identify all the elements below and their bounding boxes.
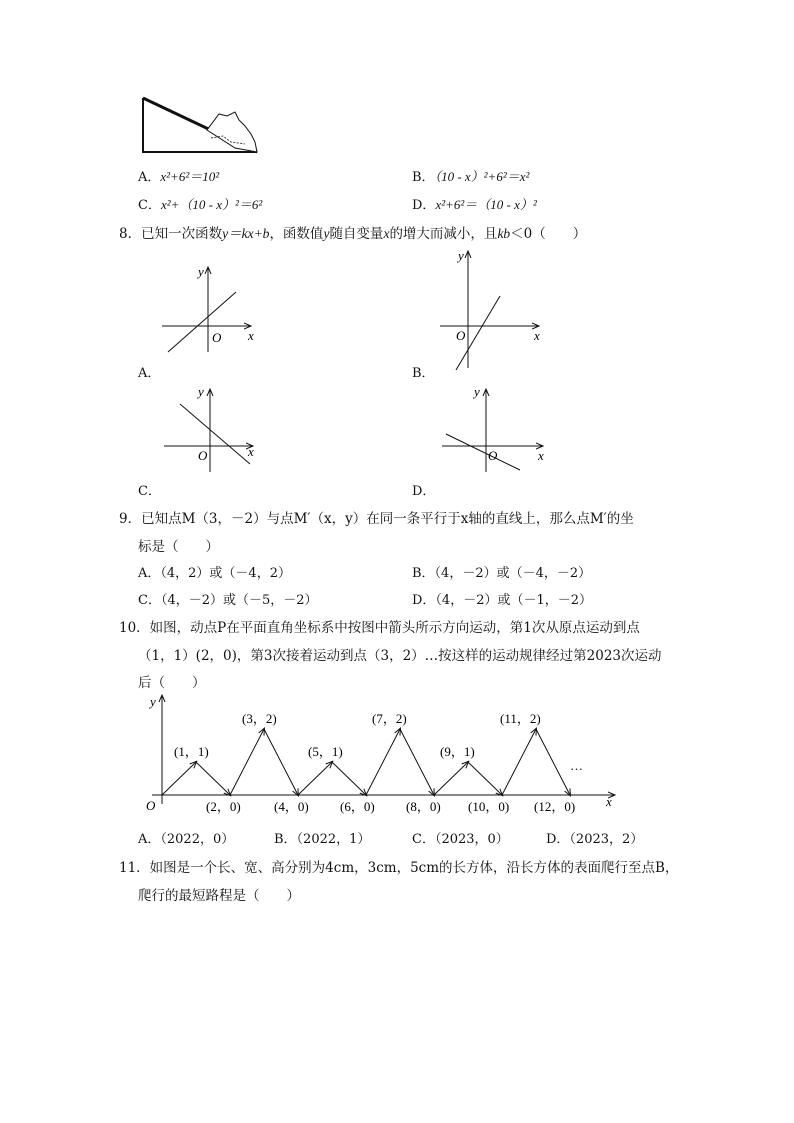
q10-base-label: (8，0) — [406, 799, 441, 814]
q8a-line — [168, 292, 236, 352]
q8d-x-label: x — [538, 448, 544, 463]
q10-peak-label: (1，1) — [174, 744, 209, 759]
q11-stem-line1: 11．如图是一个长、宽、高分别为4cm，3cm，5cm的长方体，沿长方体的表面爬行至点B， — [119, 860, 679, 876]
q8d-y-label: y — [474, 384, 480, 399]
q10-peak-label: (9，1) — [440, 744, 475, 759]
q9-option-b[interactable]: B．（4，－2）或（－4，－2） — [412, 566, 592, 581]
q8b-origin: O — [456, 328, 466, 343]
q10-base-label: (12，0) — [534, 799, 576, 814]
q8a-y-label: y — [198, 264, 204, 279]
q8-graph-a — [158, 262, 268, 354]
q10-origin: O — [146, 798, 156, 813]
q7-option-c[interactable]: C．x²+（10 - x）²＝6² — [138, 197, 263, 213]
q10-peak-label: (7，2) — [372, 711, 407, 726]
q10-x-label: x — [606, 794, 612, 809]
q10-base-label: (2，0) — [206, 799, 241, 814]
q10-y-label: y — [150, 694, 156, 709]
q8-graph-d — [438, 384, 548, 474]
q10-base-label: (10，0) — [468, 799, 510, 814]
q8a-origin: O — [212, 330, 222, 345]
q7-option-a[interactable]: A．x²+6²＝10² — [138, 169, 220, 185]
q8-stem: 8．已知一次函数y＝kx+b，函数值y随自变量x的增大而减小，且kb＜0（ ） — [119, 226, 587, 242]
q10-peak-label: (5，1) — [308, 744, 343, 759]
q10-base-label: (4，0) — [274, 799, 309, 814]
q10-peak-label: (11，2) — [500, 711, 541, 726]
q10-option-a[interactable]: A．（2022，0） — [138, 832, 235, 847]
q8c-x-label: x — [248, 444, 254, 459]
q10-option-c[interactable]: C．（2023，0） — [412, 832, 509, 847]
q9-option-a[interactable]: A．（4，2）或（－4，2） — [138, 566, 291, 581]
q8c-line — [180, 404, 250, 464]
q11-stem-line2: 爬行的最短路程是（ ） — [138, 888, 300, 904]
q10-ellipsis: … — [570, 758, 583, 773]
q8d-origin: O — [488, 448, 498, 463]
q10-stem-line1: 10．如图，动点P在平面直角坐标系中按图中箭头所示方向运动，第1次从原点运动到点 — [119, 620, 640, 636]
q8c-origin: O — [198, 448, 208, 463]
q10-option-b[interactable]: B．（2022，1） — [274, 832, 371, 847]
q10-stem-line3: 后（ ） — [138, 675, 206, 691]
q8b-x-label: x — [534, 328, 540, 343]
q10-path — [162, 729, 570, 795]
q10-option-d[interactable]: D．（2023，2） — [546, 832, 644, 847]
q8-option-c[interactable]: C． — [138, 484, 161, 499]
q9-option-c[interactable]: C．（4，－2）或（－5，－2） — [138, 593, 318, 608]
q7-figure — [135, 92, 265, 158]
q10-base-label: (6，0) — [340, 799, 375, 814]
q9-stem-line1: 9．已知点M（3，－2）与点M′（x，y）在同一条平行于x轴的直线上，那么点M′的坐 — [119, 511, 634, 527]
q10-peak-label: (3，2) — [242, 711, 277, 726]
q7-option-d[interactable]: D．x²+6²＝（10 - x）² — [412, 197, 537, 213]
q10-stem-line2: （1，1）(2，0)，第3次接着运动到点（3，2）…按这样的运动规律经过第2023次运动 — [138, 648, 662, 664]
q8c-y-label: y — [198, 384, 204, 399]
q7-option-b[interactable]: B．（10 - x）²+6²＝x² — [412, 169, 530, 185]
q8d-line — [446, 434, 520, 470]
q7-broken-trunk-icon — [207, 112, 257, 152]
q8b-y-label: y — [458, 248, 464, 263]
q8a-x-label: x — [248, 328, 254, 343]
q8-option-a[interactable]: A． — [138, 366, 161, 381]
q8-graph-c — [160, 384, 264, 474]
q10-graph — [140, 692, 624, 818]
q8-option-d[interactable]: D． — [412, 484, 436, 499]
q8-graph-b — [436, 246, 548, 372]
q8-option-b[interactable]: B． — [412, 366, 435, 381]
q9-stem-line2: 标是（ ） — [138, 539, 219, 555]
q9-option-d[interactable]: D．（4，－2）或（－1，－2） — [412, 593, 593, 608]
